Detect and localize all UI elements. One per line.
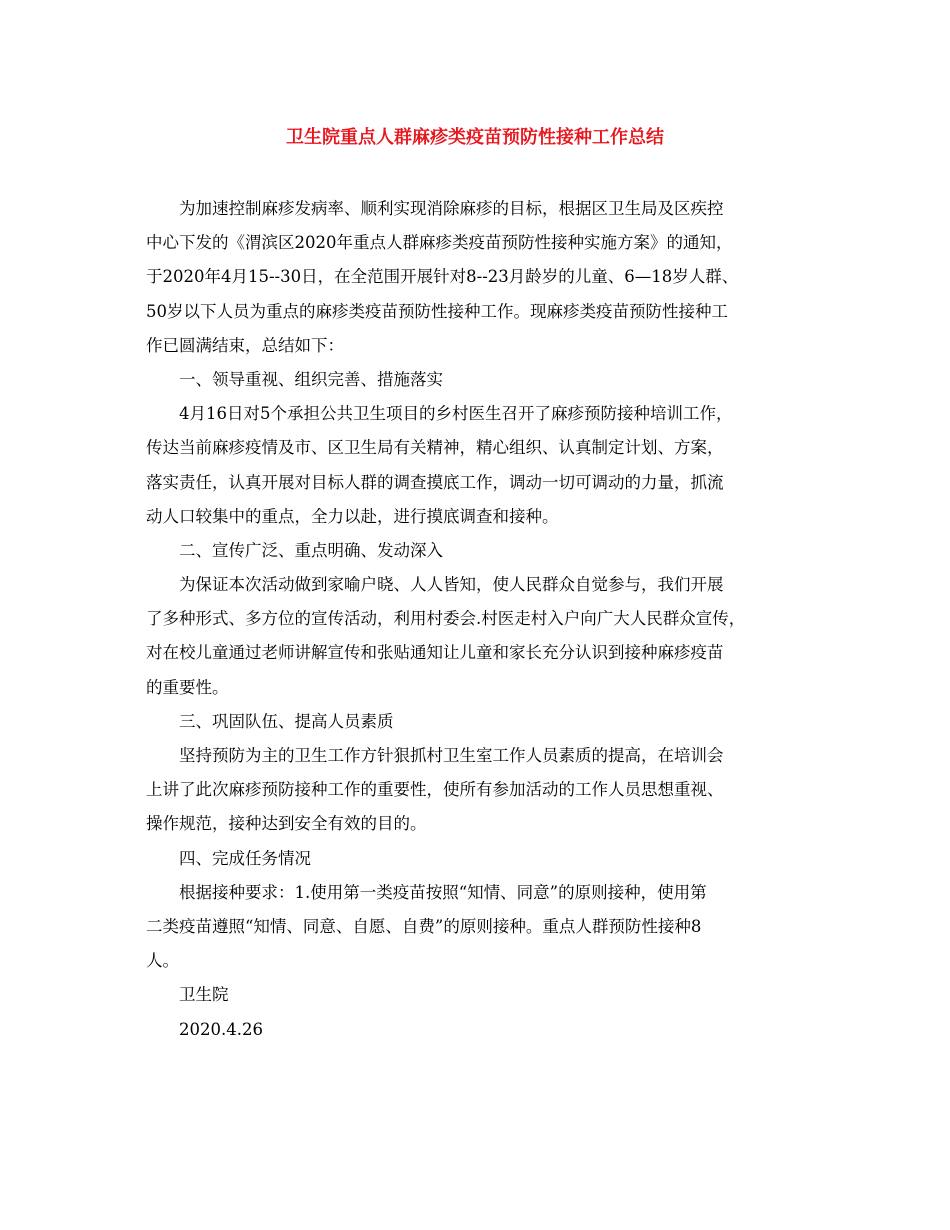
text-line: 操作规范，接种达到安全有效的目的。 [146,814,427,834]
text-line: 的重要性。 [146,677,229,697]
text-line: 根据接种要求：1.使用第一类疫苗按照“知情、同意”的原则接种，使用第 [179,882,707,902]
text-line: 三、巩固队伍、提高人员素质 [179,711,394,731]
text-line: 二类疫苗遵照“知情、同意、自愿、自费”的原则接种。重点人群预防性接种8 [146,916,702,936]
text-line: 为加速控制麻疹发病率、顺利实现消除麻疹的目标，根据区卫生局及区疾控 [179,199,724,218]
text-line: 传达当前麻疹疫情及市、区卫生局有关精神，精心组织、认真制定计划、方案， [146,438,724,458]
text-line: 作已圆满结束，总结如下： [146,335,344,355]
text-line: 坚持预防为主的卫生工作方针狠抓村卫生室工作人员素质的提高，在培训会 [179,746,724,765]
text-line: 中心下发的《渭滨区2020年重点人群麻疹类疫苗预防性接种实施方案》的通知， [146,233,733,253]
text-line: 为保证本次活动做到家喻户晓、人人皆知，使人民群众自觉参与，我们开展 [179,575,724,595]
text-line: 50岁以下人员为重点的麻疹类疫苗预防性接种工作。现麻疹类疫苗预防性接种工 [146,301,728,321]
text-line: 了多种形式、多方位的宣传活动，利用村委会.村医走村入户向广大人民群众宣传， [146,609,746,629]
text-line: 落实责任，认真开展对目标人群的调查摸底工作，调动一切可调动的力量，抓流 [146,472,724,492]
text-line: 人。 [146,951,179,971]
document-title: 卫生院重点人群麻疹类疫苗预防性接种工作总结 [286,127,664,148]
text-line: 于2020年4月15--30日，在全范围开展针对8--23月龄岁的儿童、6—18岁人群、 [146,267,739,287]
text-line: 卫生院 [179,985,229,1005]
text-line: 4月16日对5个承担公共卫生项目的乡村医生召开了麻疹预防接种培训工作， [179,404,733,424]
text-line: 动人口较集中的重点，全力以赴，进行摸底调查和接种。 [146,506,559,526]
text-line: 2020.4.26 [179,1019,263,1039]
document-body [146,192,806,1047]
text-line: 上讲了此次麻疹预防接种工作的重要性，使所有参加活动的工作人员思想重视、 [146,780,724,800]
text-line: 四、完成任务情况 [179,848,311,868]
text-line: 二、宣传广泛、重点明确、发动深入 [179,540,443,560]
text-line: 一、领导重视、组织完善、措施落实 [179,369,443,389]
text-line: 对在校儿童通过老师讲解宣传和张贴通知让儿童和家长充分认识到接种麻疹疫苗 [146,643,724,663]
